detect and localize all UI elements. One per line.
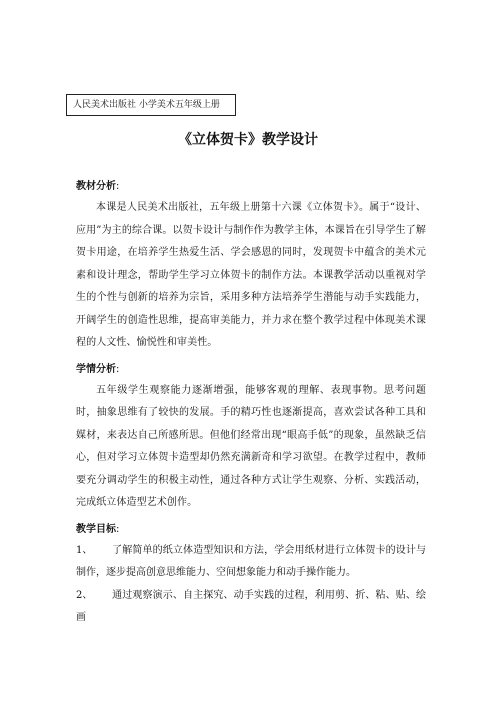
publisher-label-box	[66, 94, 236, 116]
section-teaching-goals	[76, 519, 426, 630]
section-heading-material: 教材分析:	[76, 181, 120, 192]
document-title: 《立体贺卡》教学设计	[178, 132, 318, 148]
list-item: 1、 了解简单的纸立体造型知识和方法，学会用纸材进行立体贺卡的设计与制作，逐步提高创意思维能力、空间想象能力和动手操作能力。	[76, 544, 426, 578]
paragraph-material: 本课是人民美术出版社，五年级上册第十六课《立体贺卡》。属于“设计、应用”为主的综合课。以贺卡设计与制作作为教学主体，本课旨在引导学生了解贺卡用途，在培养学生热爱生活、学会感恩的同时，发现贺卡中蕴含的美术元素和设计理念，帮助学生学习立体贺卡的制作方法。本课教学活动以重视对学生的个性与创新的培养为宗旨，采用多种方法培养学生潜能与动手实践能力，开阔学生的创造性思维，提高审美能力，并力求在整个教学过程中体现美术课程的人文性、愉悦性和审美性。	[76, 202, 426, 348]
publisher-label: 人民美术出版社 小学美术五年级上册	[73, 100, 220, 110]
goals-list	[76, 540, 426, 630]
section-heading-goals: 教学目标:	[76, 523, 120, 535]
list-item: 2、 通过观察演示、自主探究、动手实践的过程，利用剪、折、粘、贴、绘画	[76, 589, 426, 623]
section-material-analysis	[76, 176, 426, 355]
document-body	[76, 176, 426, 630]
section-heading-students: 学情分析:	[76, 363, 120, 375]
paragraph-students: 五年级学生观察能力逐渐增强，能够客观的理解、表现事物。思考问题时，抽象思维有了较快的发展。手的精巧性也逐渐提高，喜欢尝试各种工具和媒材，来表达自己所感所思。但他们经常出现“眼高手低”的现象，虽然缺乏信心，但对学习立体贺卡造型却仍然充满新奇和学习欲望。在教学过程中，教师要充分调动学生的积极主动性，通过各种方式让学生观察、分析、实践活动，完成纸立体造型艺术创作。	[76, 384, 426, 508]
section-student-analysis	[76, 359, 426, 515]
